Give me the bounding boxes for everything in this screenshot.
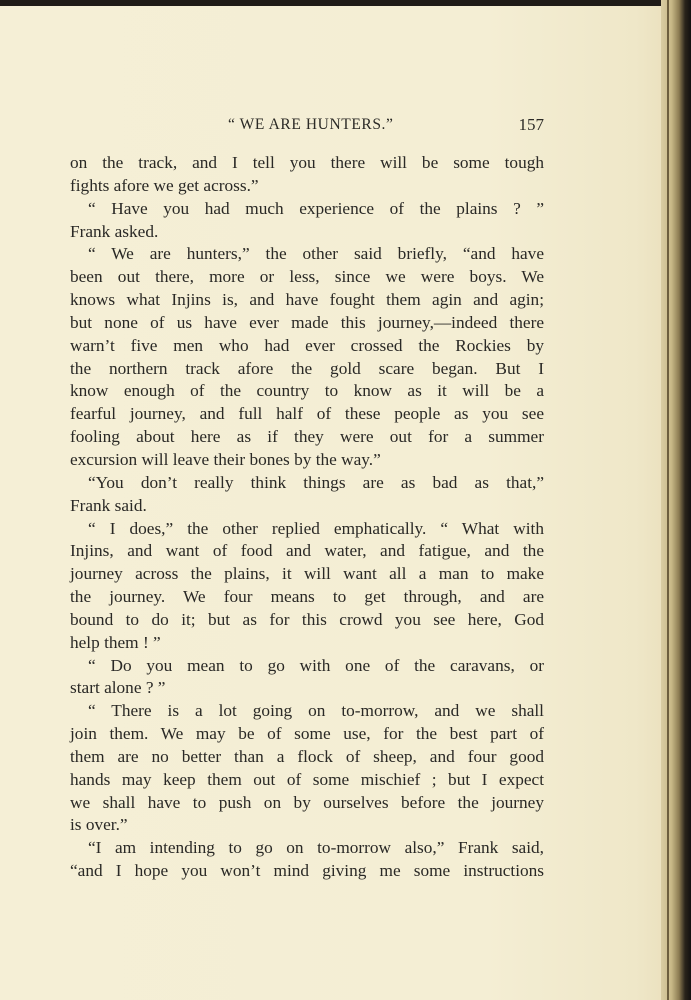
text-line: “and I hope you won’t mind giving me some instructions — [70, 861, 544, 881]
text-line: “ Have you had much experience of the plains ? ” — [88, 198, 544, 218]
text-line: warn’t five men who had ever crossed the Rockies by — [70, 335, 544, 355]
text-line: journey across the plains, it will want all a man to make — [70, 564, 544, 584]
text-line: knows what Injins is, and have fought them agin and agin; — [70, 290, 544, 310]
text-line: Injins, and want of food and water, and fatigue, and the — [70, 541, 544, 561]
text-line: “ I does,” the other replied emphatically. “ What with — [88, 518, 544, 538]
text-line: the journey. We four means to get through, and are — [70, 587, 544, 607]
text-line: “I am intending to go on to-morrow also,” Frank said, — [88, 838, 544, 858]
text-line: hands may keep them out of some mischief ; but I expect — [70, 769, 544, 789]
text-line: Frank said. — [70, 495, 147, 515]
text-line: been out there, more or less, since we were boys. We — [70, 267, 544, 287]
text-line: is over.” — [70, 815, 128, 835]
text-line: fearful journey, and full half of these people as you see — [70, 404, 544, 424]
text-line: we shall have to push on by ourselves before the journey — [70, 792, 544, 812]
book-gutter — [661, 0, 691, 1000]
text-line: the northern track afore the gold scare began. But I — [70, 358, 544, 378]
text-line: on the track, and I tell you there will be some tough — [70, 153, 544, 172]
page-number: 157 — [518, 115, 544, 134]
gutter-line — [667, 0, 669, 1000]
text-line: fights afore we get across.” — [70, 175, 259, 195]
text-line: excursion will leave their bones by the way.” — [70, 449, 381, 469]
text-line: them are no better than a flock of sheep, and four good — [70, 746, 544, 766]
text-line: “ Do you mean to go with one of the caravans, or — [88, 655, 544, 675]
text-line: “ There is a lot going on to-morrow, and we shall — [88, 701, 544, 721]
text-line: Frank asked. — [70, 221, 159, 241]
text-line: fooling about here as if they were out for a summer — [70, 427, 544, 447]
text-line: know enough of the country to know as it will be a — [70, 381, 544, 401]
running-head: “ WE ARE HUNTERS.” — [228, 116, 394, 133]
text-line: bound to do it; but as for this crowd you see here, God — [70, 609, 544, 629]
text-line: but none of us have ever made this journey,—indeed there — [70, 312, 544, 332]
text-line: help them ! ” — [70, 632, 161, 652]
text-line: start alone ? ” — [70, 678, 166, 698]
text-line: “You don’t really think things are as bad as that,” — [88, 472, 544, 492]
text-line: “ We are hunters,” the other said briefly, “and have — [88, 244, 544, 264]
page-top-edge — [0, 0, 691, 6]
text-line: join them. We may be of some use, for the best part of — [70, 724, 544, 744]
body-text — [70, 152, 544, 883]
page-header — [70, 116, 544, 138]
